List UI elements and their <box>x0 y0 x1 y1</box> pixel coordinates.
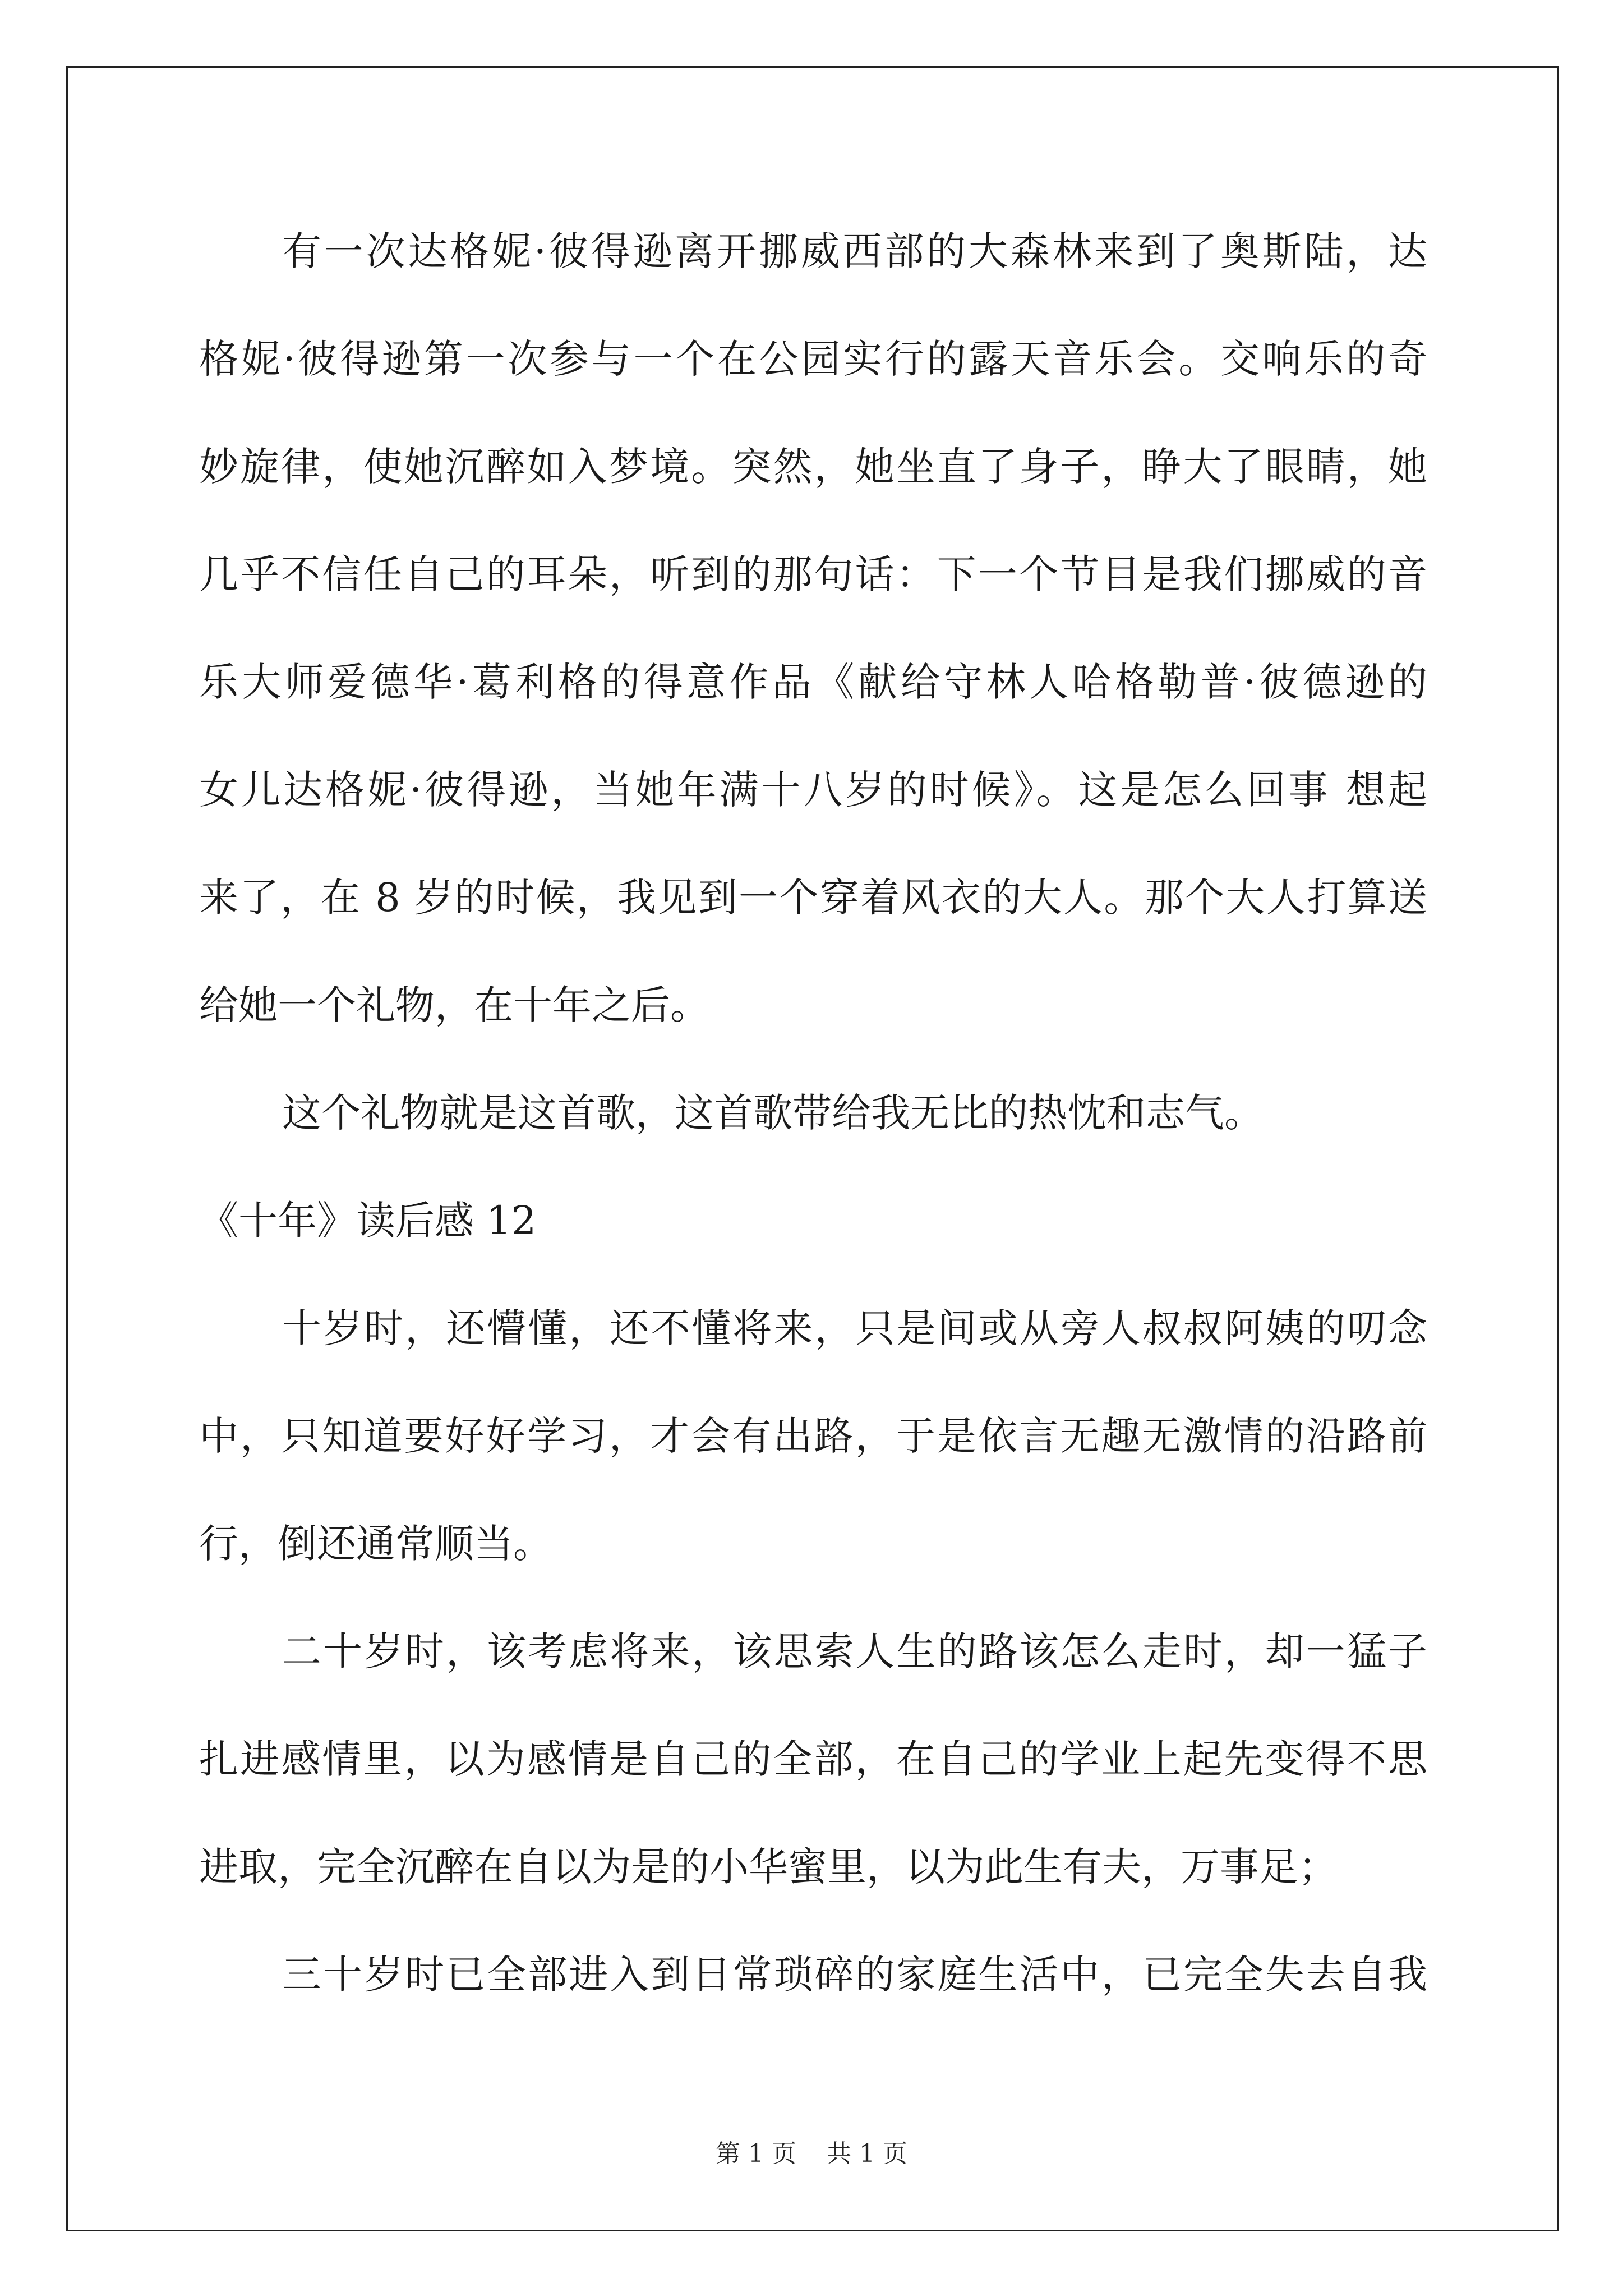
paragraph-line: 来了，在 8 岁的时候，我见到一个穿着风衣的大人。那个大人打算送 <box>199 875 1427 921</box>
paragraph-line: 二十岁时，该考虑将来，该思索人生的路该怎么走时，却一猛子 <box>282 1628 1427 1674</box>
page-number: 第 1 页 <box>716 2139 796 2168</box>
paragraph-line: 三十岁时已全部进入到日常琐碎的家庭生活中，已完全失去自我 <box>282 1952 1427 1998</box>
page-footer <box>0 2137 1623 2171</box>
paragraph-line: 这个礼物就是这首歌，这首歌带给我无比的热忱和志气。 <box>282 1090 1264 1136</box>
paragraph-line: 女儿达格妮·彼得逊，当她年满十八岁的时候》。这是怎么回事 想起 <box>199 767 1427 813</box>
paragraph-line: 几乎不信任自己的耳朵，听到的那句话：下一个节目是我们挪威的音 <box>199 551 1427 597</box>
paragraph-line: 进取，完全沉醉在自以为是的小华蜜里，以为此生有夫，万事足； <box>199 1844 1338 1890</box>
paragraph-line: 中，只知道要好好学习，才会有出路，于是依言无趣无激情的沿路前 <box>199 1413 1427 1459</box>
paragraph-line: 妙旋律，使她沉醉如入梦境。突然，她坐直了身子，睁大了眼睛，她 <box>199 444 1427 490</box>
page-total: 共 1 页 <box>827 2139 907 2168</box>
paragraph-line: 十岁时，还懵懂，还不懂将来，只是间或从旁人叔叔阿姨的叨念 <box>282 1305 1427 1351</box>
paragraph-line: 扎进感情里，以为感情是自己的全部，在自己的学业上起先变得不思 <box>199 1736 1427 1782</box>
paragraph-line: 有一次达格妮·彼得逊离开挪威西部的大森林来到了奥斯陆，达 <box>282 228 1427 274</box>
paragraph-line: 给她一个礼物，在十年之后。 <box>199 982 709 1028</box>
paragraph-line: 乐大师爱德华·葛利格的得意作品《献给守林人哈格勒普·彼德逊的 <box>199 659 1427 705</box>
paragraph-line: 行，倒还通常顺当。 <box>199 1521 552 1567</box>
section-heading: 《十年》读后感 12 <box>199 1198 537 1244</box>
paragraph-line: 格妮·彼得逊第一次参与一个在公园实行的露天音乐会。交响乐的奇 <box>199 336 1427 382</box>
